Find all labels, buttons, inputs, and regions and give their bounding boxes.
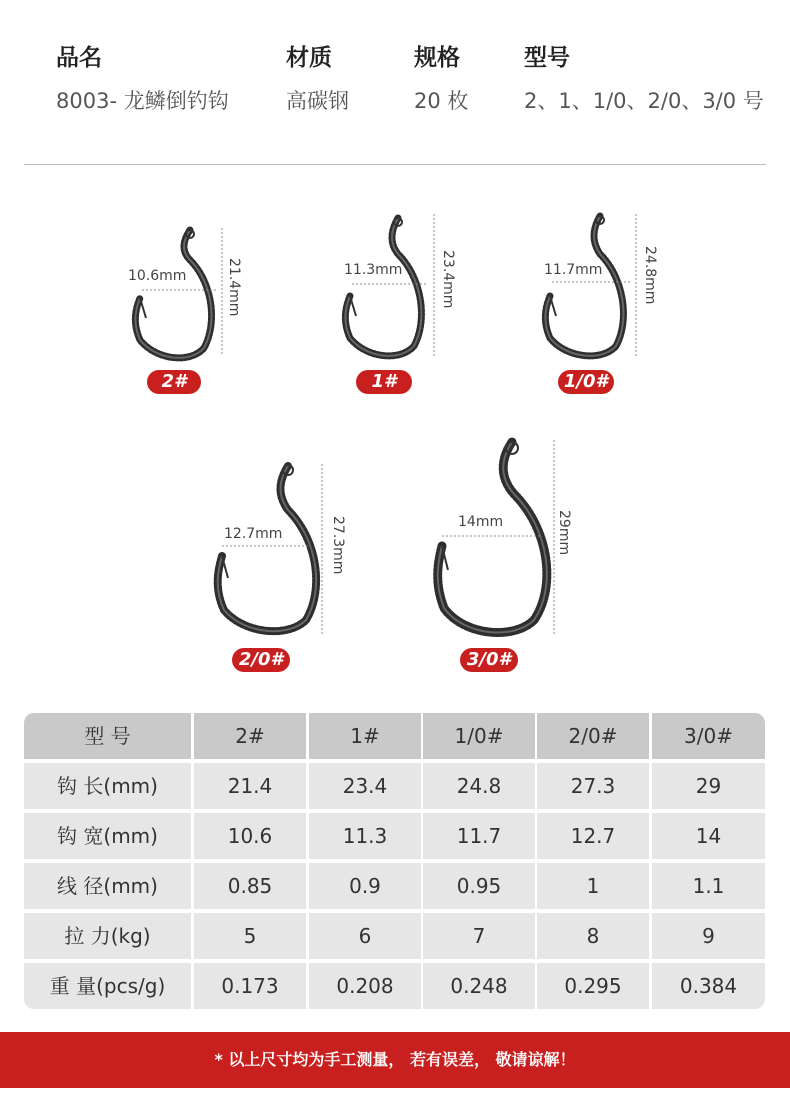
hook-figure-1-0 bbox=[530, 210, 660, 402]
hook-3-0-length-label: 29mm bbox=[556, 510, 572, 556]
measurement-disclaimer-banner bbox=[0, 1032, 790, 1088]
table-row bbox=[24, 913, 765, 959]
hook-1-0-width-label: 11.7mm bbox=[544, 262, 603, 278]
table-cell: 21.4 bbox=[194, 763, 306, 809]
hook-1-width-label: 11.3mm bbox=[344, 262, 403, 278]
table-cell: 24.8 bbox=[423, 763, 535, 809]
product-name-value: 8003- 龙鳞倒钓钩 bbox=[56, 89, 229, 113]
header-divider bbox=[24, 164, 766, 165]
table-cell: 29 bbox=[652, 763, 765, 809]
table-header-cell: 3/0# bbox=[652, 713, 765, 759]
table-cell: 10.6 bbox=[194, 813, 306, 859]
material-value: 高碳钢 bbox=[286, 89, 349, 113]
table-cell: 0.384 bbox=[652, 963, 765, 1009]
hook-1-0-drawing bbox=[530, 210, 660, 360]
model-value: 2、1、1/0、2/0、3/0 号 bbox=[524, 89, 764, 113]
table-header-cell: 1/0# bbox=[423, 713, 535, 759]
disclaimer-text: * 以上尺寸均为手工测量， 若有误差， 敬请谅解！ bbox=[214, 1050, 576, 1069]
product-name-label: 品名 bbox=[56, 45, 102, 71]
table-cell: 11.3 bbox=[309, 813, 421, 859]
material-label: 材质 bbox=[286, 45, 332, 71]
hook-3-0-size-badge: 3/0# bbox=[460, 648, 518, 672]
table-row-label: 钩 长(mm) bbox=[24, 763, 191, 809]
hook-figure-1 bbox=[330, 212, 460, 402]
table-cell: 0.208 bbox=[309, 963, 421, 1009]
table-row-label: 重 量(pcs/g) bbox=[24, 963, 191, 1009]
table-row-label: 线 径(mm) bbox=[24, 863, 191, 909]
model-column bbox=[524, 40, 764, 116]
hook-2-0-width-label: 12.7mm bbox=[224, 526, 283, 542]
material-column bbox=[286, 40, 349, 116]
hook-2-size-badge: 2# bbox=[147, 370, 201, 394]
hook-figure-3-0 bbox=[428, 436, 608, 676]
spec-label: 规格 bbox=[414, 45, 460, 71]
table-cell: 0.295 bbox=[537, 963, 649, 1009]
spec-value: 20 枚 bbox=[414, 89, 469, 113]
table-row-label: 钩 宽(mm) bbox=[24, 813, 191, 859]
table-header-row bbox=[24, 713, 765, 759]
spec-table bbox=[24, 713, 765, 1009]
table-cell: 0.173 bbox=[194, 963, 306, 1009]
table-cell: 1.1 bbox=[652, 863, 765, 909]
table-cell: 14 bbox=[652, 813, 765, 859]
hook-2-0-length-label: 27.3mm bbox=[330, 516, 346, 575]
hook-3-0-drawing bbox=[428, 436, 608, 641]
table-cell: 6 bbox=[309, 913, 421, 959]
table-cell: 23.4 bbox=[309, 763, 421, 809]
table-cell: 5 bbox=[194, 913, 306, 959]
spec-column bbox=[414, 40, 468, 116]
hook-2-0-size-badge: 2/0# bbox=[232, 648, 290, 672]
table-header-cell: 2/0# bbox=[537, 713, 649, 759]
table-cell: 8 bbox=[537, 913, 649, 959]
table-row bbox=[24, 863, 765, 909]
product-name-column bbox=[56, 40, 229, 116]
table-row bbox=[24, 763, 765, 809]
table-cell: 0.85 bbox=[194, 863, 306, 909]
table-cell: 11.7 bbox=[423, 813, 535, 859]
table-header-cell: 1# bbox=[309, 713, 421, 759]
table-cell: 0.248 bbox=[423, 963, 535, 1009]
hook-figure-2 bbox=[120, 222, 250, 402]
table-cell: 9 bbox=[652, 913, 765, 959]
table-cell: 1 bbox=[537, 863, 649, 909]
hook-1-length-label: 23.4mm bbox=[440, 250, 456, 309]
table-cell: 12.7 bbox=[537, 813, 649, 859]
table-header-cell: 2# bbox=[194, 713, 306, 759]
table-cell: 27.3 bbox=[537, 763, 649, 809]
model-label: 型号 bbox=[524, 45, 570, 71]
table-cell: 7 bbox=[423, 913, 535, 959]
table-cell: 0.9 bbox=[309, 863, 421, 909]
hook-3-0-width-label: 14mm bbox=[458, 514, 504, 530]
hook-2-width-label: 10.6mm bbox=[128, 268, 187, 284]
table-cell: 0.95 bbox=[423, 863, 535, 909]
table-header-cell: 型 号 bbox=[24, 713, 191, 759]
hook-1-0-length-label: 24.8mm bbox=[642, 246, 658, 305]
hook-1-size-badge: 1# bbox=[356, 370, 412, 394]
hook-2-length-label: 21.4mm bbox=[226, 258, 242, 317]
hook-1-0-size-badge: 1/0# bbox=[558, 370, 614, 394]
table-row-label: 拉 力(kg) bbox=[24, 913, 191, 959]
table-row bbox=[24, 813, 765, 859]
table-row bbox=[24, 963, 765, 1009]
hook-figure-2-0 bbox=[200, 460, 360, 675]
